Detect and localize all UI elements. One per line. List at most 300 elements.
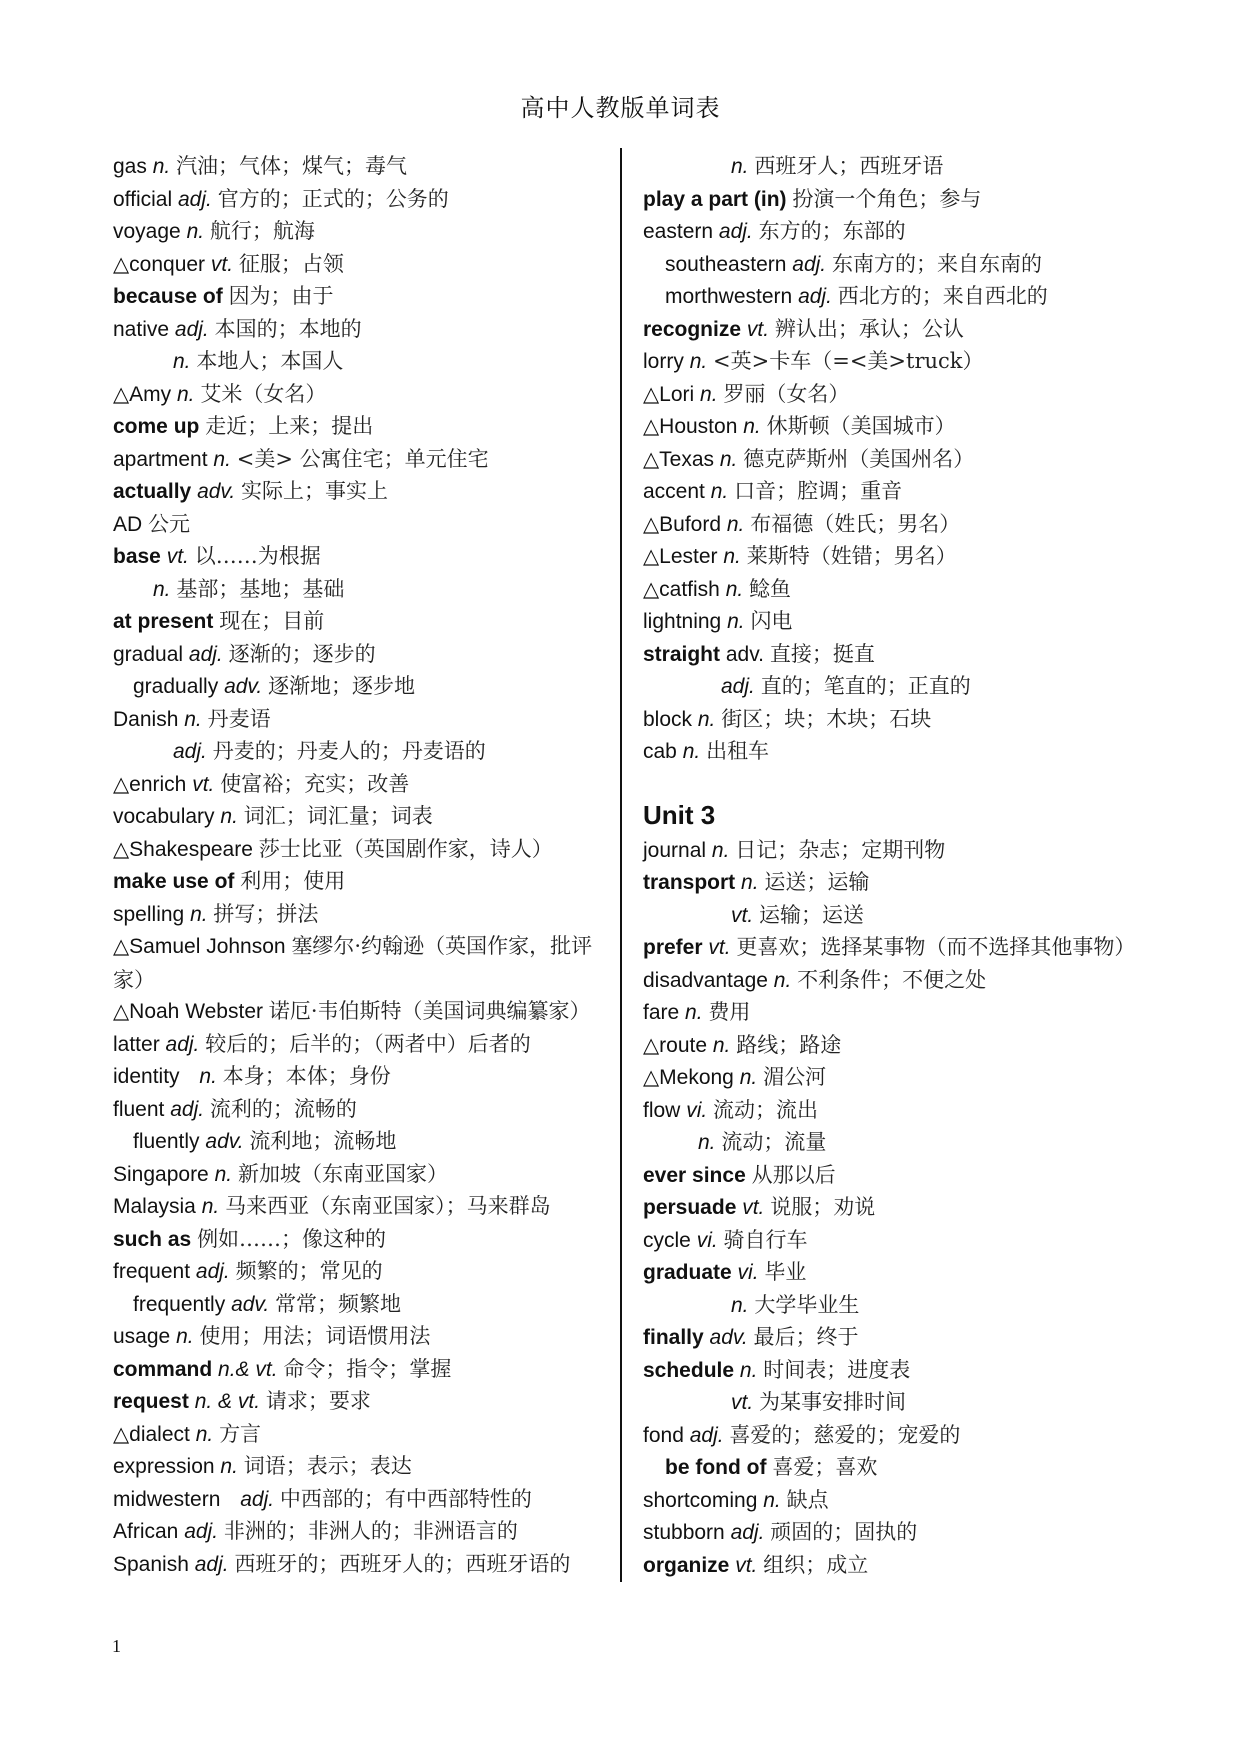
vocab-entry	[113, 313, 613, 346]
vocab-entry	[113, 508, 613, 541]
part-of-speech: n.	[190, 902, 208, 926]
entry-word: official	[113, 187, 173, 211]
entry-meaning: 走近；上来；提出	[205, 414, 374, 438]
entry-meaning: 说服；劝说	[770, 1195, 876, 1219]
entry-word: lorry	[643, 350, 684, 373]
vocab-entry	[643, 345, 1183, 378]
part-of-speech: n.	[697, 707, 716, 731]
entry-word: prefer	[643, 936, 703, 959]
vocab-entry	[113, 1125, 613, 1158]
entry-meaning: 大学毕业生	[754, 1292, 860, 1317]
part-of-speech: n.	[743, 415, 761, 438]
vocab-entry	[643, 508, 1183, 541]
vocab-entry	[113, 833, 613, 866]
entry-word: transport	[643, 871, 736, 894]
entry-word: Danish	[113, 707, 179, 731]
vocab-entry	[643, 1159, 1183, 1192]
entry-word: block	[643, 707, 693, 731]
entry-meaning: 扮演一个角色；参与	[792, 186, 982, 211]
vocab-entry	[643, 1029, 1183, 1062]
entry-meaning: 布福德（姓氏；男名）	[750, 511, 961, 536]
entry-meaning: <美> 公寓住宅；单元住宅	[236, 446, 489, 471]
part-of-speech: vi.	[686, 1098, 708, 1122]
entry-meaning: 本地人；本国人	[196, 349, 344, 373]
entry-word: expression	[113, 1455, 215, 1478]
entry-word: △Lori	[643, 382, 695, 406]
part-of-speech: vt.	[735, 1553, 758, 1577]
entry-meaning: 莎士比亚（英国剧作家，诗人）	[258, 836, 553, 861]
entry-word: Singapore	[113, 1162, 209, 1186]
entry-meaning: 街区；块；木块；石块	[721, 706, 932, 731]
entry-meaning: 塞缪尔·约翰逊（英国作家，批评家）	[113, 934, 593, 992]
vocab-entry	[643, 1451, 1183, 1484]
entry-meaning: 时间表；进度表	[763, 1357, 911, 1382]
entry-meaning: 直的；笔直的；正直的	[760, 674, 971, 698]
part-of-speech: n.	[710, 480, 729, 503]
entry-word: △Amy	[113, 382, 172, 406]
entry-word: accent	[643, 480, 705, 503]
entry-word: gas	[113, 155, 147, 178]
entry-word: morthwestern	[665, 285, 793, 308]
entry-meaning: 西班牙的；西班牙人的；西班牙语的	[234, 1551, 571, 1576]
entry-word: stubborn	[643, 1521, 725, 1544]
vocab-entry	[113, 1190, 613, 1223]
part-of-speech: n.	[727, 610, 745, 633]
part-of-speech: adj.	[173, 740, 207, 763]
entry-word: identity	[113, 1065, 180, 1088]
entry-word: fluently	[133, 1130, 200, 1153]
part-of-speech: n.	[201, 1195, 220, 1218]
entry-meaning: 逐渐的；逐步的	[228, 641, 376, 666]
vocab-entry	[643, 378, 1183, 411]
vocab-entry	[113, 410, 613, 443]
entry-meaning: 中西部的；有中西部特性的	[279, 1486, 532, 1511]
entry-meaning: 毕业	[764, 1260, 807, 1284]
vocab-entry	[643, 1419, 1183, 1452]
vocab-entry	[113, 1548, 613, 1581]
vocab-entry	[113, 898, 613, 931]
vocab-entry	[643, 670, 1183, 703]
part-of-speech: adj.	[188, 642, 223, 666]
part-of-speech: adj.	[721, 675, 755, 698]
entry-word: native	[113, 317, 170, 341]
entry-word: request	[113, 1390, 189, 1413]
unit-title: Unit 3	[643, 799, 716, 830]
entry-meaning: 西班牙人；西班牙语	[754, 154, 944, 178]
vocab-entry	[113, 540, 613, 573]
part-of-speech: n.	[726, 512, 745, 536]
vocab-entry	[113, 865, 613, 898]
part-of-speech: adj.	[718, 220, 753, 243]
entry-meaning: 使富裕；充实；改善	[220, 771, 410, 796]
part-of-speech: n.	[213, 447, 231, 471]
entry-word: African	[113, 1520, 179, 1543]
entry-word: Malaysia	[113, 1195, 196, 1218]
part-of-speech: n.	[173, 350, 191, 373]
vocab-entry	[643, 638, 1183, 671]
part-of-speech: n.	[682, 740, 701, 763]
entry-meaning: 航行；航海	[209, 219, 315, 243]
entry-meaning: 不利条件；不便之处	[797, 967, 987, 992]
part-of-speech: n.	[731, 1293, 749, 1317]
vocab-entry	[643, 1289, 1183, 1322]
entry-meaning: 官方的；正式的；公务的	[217, 186, 449, 211]
part-of-speech: n.	[741, 871, 759, 894]
vocab-entry	[643, 931, 1183, 964]
part-of-speech: vt.	[192, 772, 215, 796]
entry-meaning: 丹麦的；丹麦人的；丹麦语的	[212, 739, 486, 763]
vocab-entry	[643, 703, 1183, 736]
entry-meaning: 更喜欢；选择某事物（而不选择其他事物）	[736, 935, 1136, 959]
entry-word: cab	[643, 740, 677, 763]
part-of-speech: vi.	[737, 1261, 759, 1284]
entry-word: gradual	[113, 642, 184, 666]
entry-word: apartment	[113, 447, 208, 471]
entry-meaning: 闪电	[750, 609, 793, 633]
entry-word: △Buford	[643, 512, 722, 536]
entry-meaning: 艾米（女名）	[200, 381, 327, 406]
entry-word: flow	[643, 1098, 681, 1122]
part-of-speech: adj.	[170, 1097, 205, 1121]
part-of-speech: n.	[220, 805, 238, 828]
part-of-speech: adj.	[798, 285, 832, 308]
entry-meaning: 使用；用法；词语惯用法	[199, 1324, 431, 1348]
part-of-speech: n.	[220, 1455, 238, 1478]
entry-word: journal	[643, 838, 707, 862]
vocab-entry	[643, 540, 1183, 573]
part-of-speech: adj.	[689, 1423, 724, 1447]
entry-word: organize	[643, 1553, 730, 1577]
entry-meaning: 口音；腔调；重音	[734, 479, 903, 503]
part-of-speech: adv.	[205, 1130, 244, 1153]
vocab-entry	[113, 1223, 613, 1256]
entry-meaning: 因为；由于	[228, 284, 334, 308]
part-of-speech: vt.	[708, 936, 731, 959]
entry-word: frequent	[113, 1260, 191, 1283]
vocab-entry	[643, 964, 1183, 997]
vocab-entry	[643, 150, 1183, 183]
entry-meaning: 逐渐地；逐步地	[268, 674, 416, 698]
part-of-speech: adv.	[197, 480, 236, 503]
vocab-entry	[643, 1549, 1183, 1582]
entry-meaning: 路线；路途	[736, 1032, 842, 1057]
left-column	[113, 150, 613, 1580]
entry-word: southeastern	[665, 252, 787, 276]
entry-meaning: 常常；频繁地	[275, 1291, 402, 1316]
vocab-entry	[643, 996, 1183, 1029]
part-of-speech: n.	[739, 1358, 758, 1382]
entry-word: △Shakespeare	[113, 837, 253, 861]
entry-word: usage	[113, 1325, 171, 1348]
part-of-speech: n.	[723, 545, 741, 568]
entry-word: eastern	[643, 220, 714, 243]
part-of-speech: n.	[689, 350, 708, 373]
vocab-entry	[113, 1320, 613, 1353]
entry-meaning: 罗丽（女名）	[723, 381, 850, 406]
entry-meaning: 流利的；流畅的	[209, 1096, 357, 1121]
entry-meaning: 流动；流量	[721, 1130, 827, 1154]
entry-word: spelling	[113, 902, 185, 926]
part-of-speech: n.	[153, 577, 171, 601]
vocab-entry	[643, 248, 1183, 281]
vocab-entry	[643, 1354, 1183, 1387]
part-of-speech: vt.	[742, 1196, 765, 1219]
vocab-entry	[643, 1386, 1183, 1419]
entry-meaning: 本身；本体；身份	[222, 1064, 391, 1088]
entry-meaning: 命令；指令；掌握	[283, 1356, 452, 1381]
entry-meaning: 现在；目前	[219, 609, 325, 633]
entry-meaning: 费用	[708, 1000, 751, 1024]
entry-meaning: 汽油；气体；煤气；毒气	[176, 154, 408, 178]
vocab-entry	[643, 1224, 1183, 1257]
entry-word: ever since	[643, 1163, 746, 1187]
vocab-entry	[113, 930, 613, 995]
entry-word: straight	[643, 642, 721, 666]
part-of-speech: n.	[773, 968, 792, 992]
entry-meaning: 出租车	[706, 739, 770, 763]
part-of-speech: n.	[700, 382, 718, 406]
entry-word: schedule	[643, 1358, 735, 1382]
part-of-speech: adv.	[224, 675, 263, 698]
entry-meaning: 喜爱的；慈爱的；宠爱的	[729, 1422, 961, 1447]
entry-meaning: 直接；挺直	[769, 641, 875, 666]
vocab-entry	[643, 834, 1183, 867]
part-of-speech: n.	[763, 1488, 781, 1512]
vocab-entry	[113, 573, 613, 606]
entry-meaning: 方言	[219, 1421, 262, 1446]
part-of-speech: n.	[186, 220, 205, 243]
entry-meaning: <英>卡车（=<美>truck）	[713, 349, 984, 373]
part-of-speech: adj.	[184, 1520, 219, 1543]
part-of-speech: n.	[176, 1325, 194, 1348]
vocab-entry	[113, 995, 613, 1028]
entry-meaning: 利用；使用	[240, 869, 346, 893]
entry-meaning: 拼写；拼法	[213, 901, 319, 926]
part-of-speech: adj.	[195, 1260, 230, 1283]
vocab-entry	[113, 638, 613, 671]
entry-word: △route	[643, 1033, 708, 1057]
entry-word: disadvantage	[643, 968, 768, 992]
part-of-speech: vt.	[731, 1391, 754, 1414]
vocab-entry	[643, 1256, 1183, 1289]
entry-meaning: 马来西亚（东南亚国家）；马来群岛	[225, 1194, 551, 1218]
entry-meaning: 实际上；事实上	[241, 479, 389, 503]
vocab-entry	[113, 768, 613, 801]
part-of-speech: adj.	[792, 252, 827, 276]
vocab-entry	[113, 1515, 613, 1548]
entry-word: cycle	[643, 1228, 691, 1252]
entry-word: graduate	[643, 1261, 732, 1284]
entry-meaning: 以……为根据	[194, 544, 321, 568]
vocab-entry	[113, 1418, 613, 1451]
entry-meaning: 西北方的；来自西北的	[837, 284, 1048, 308]
part-of-speech: n.	[199, 1065, 217, 1088]
vocab-entry	[643, 735, 1183, 768]
entry-word: shortcoming	[643, 1488, 758, 1512]
part-of-speech: n.	[195, 1422, 214, 1446]
entry-meaning: 诺厄·韦伯斯特（美国词典编纂家）	[268, 999, 591, 1023]
vocab-entry	[113, 345, 613, 378]
entry-word: △Lester	[643, 545, 718, 568]
entry-word: such as	[113, 1227, 192, 1251]
vocab-entry	[113, 800, 613, 833]
entry-word: fond	[643, 1423, 684, 1447]
entry-meaning: 东方的；东部的	[758, 219, 906, 243]
entry-meaning: 流利地；流畅地	[249, 1129, 397, 1153]
part-of-speech: n.	[725, 577, 744, 601]
vocab-entry	[643, 1094, 1183, 1127]
entry-word: fluent	[113, 1097, 165, 1121]
part-of-speech: adj.	[194, 1552, 229, 1576]
vocab-entry	[643, 605, 1183, 638]
entry-meaning: 流动；流出	[713, 1097, 819, 1122]
entry-meaning: 湄公河	[763, 1065, 827, 1089]
entry-meaning: 基部；基地；基础	[176, 576, 345, 601]
vocab-entry	[643, 410, 1183, 443]
part-of-speech: n.	[698, 1131, 716, 1154]
vocab-entry	[113, 378, 613, 411]
vocab-entry	[113, 1028, 613, 1061]
part-of-speech: n.	[152, 155, 171, 178]
entry-meaning: 运输；运送	[759, 902, 865, 927]
entry-meaning: 例如……；像这种的	[197, 1226, 387, 1251]
entry-word: base	[113, 545, 161, 568]
part-of-speech: n.	[711, 838, 730, 862]
entry-meaning: 最后；终于	[753, 1325, 859, 1349]
vocab-entry	[643, 1321, 1183, 1354]
part-of-speech: n.	[177, 382, 195, 406]
entry-meaning: 请求；要求	[265, 1389, 371, 1413]
entry-meaning: 为某事安排时间	[759, 1390, 907, 1414]
entry-meaning: 莱斯特（姓错；男名）	[746, 544, 957, 568]
section-heading	[643, 768, 1183, 834]
vocab-entry	[643, 1191, 1183, 1224]
vocab-entry	[643, 1126, 1183, 1159]
entry-word: at present	[113, 610, 214, 633]
page-title: 高中人教版单词表	[520, 95, 721, 122]
entry-meaning: 非洲的；非洲人的；非洲语言的	[223, 1519, 518, 1543]
part-of-speech: n.& vt.	[218, 1357, 278, 1381]
entry-meaning: 从那以后	[751, 1162, 836, 1187]
part-of-speech: n.	[712, 1033, 731, 1057]
vocab-entry	[643, 475, 1183, 508]
vocab-entry	[643, 573, 1183, 606]
entry-word: midwestern	[113, 1487, 221, 1511]
entry-word: be fond of	[665, 1456, 767, 1479]
part-of-speech: n. & vt.	[194, 1390, 261, 1413]
entry-word: △conquer	[113, 252, 206, 276]
vocab-entry	[113, 248, 613, 281]
part-of-speech: adv.	[231, 1292, 270, 1316]
entry-meaning: 新加坡（东南亚国家）	[237, 1161, 448, 1186]
vocab-entry	[113, 1288, 613, 1321]
entry-meaning: 较后的；后半的；（两者中）后者的	[205, 1031, 531, 1056]
part-of-speech: vi.	[696, 1228, 718, 1252]
part-of-speech: adj.	[178, 187, 212, 211]
entry-meaning: 组织；成立	[763, 1552, 869, 1577]
vocab-entry	[113, 605, 613, 638]
entry-word: fare	[643, 1001, 680, 1024]
part-of-speech: vt.	[210, 252, 234, 276]
entry-word: persuade	[643, 1196, 737, 1219]
vocab-entry	[113, 1093, 613, 1126]
vocab-entry	[643, 899, 1183, 932]
vocab-entry	[643, 215, 1183, 248]
entry-meaning: 丹麦语	[207, 706, 271, 731]
entry-word: △Samuel Johnson	[113, 935, 286, 958]
entry-word: △Noah Webster	[113, 1000, 263, 1023]
vocab-entry	[643, 866, 1183, 899]
vocab-entry	[113, 475, 613, 508]
vocab-entry	[113, 735, 613, 768]
vocab-entry	[113, 280, 613, 313]
entry-word: △Houston	[643, 415, 738, 438]
right-column	[643, 150, 1183, 1581]
entry-word: △catfish	[643, 577, 720, 601]
entry-word: voyage	[113, 220, 181, 243]
column-divider	[620, 148, 622, 1582]
vocab-entry	[113, 1060, 613, 1093]
part-of-speech: adv.	[709, 1326, 748, 1349]
part-of-speech: vt.	[731, 903, 754, 927]
vocab-entry	[643, 1516, 1183, 1549]
entry-word: △dialect	[113, 1422, 190, 1446]
entry-word: vocabulary	[113, 805, 215, 828]
entry-word: come up	[113, 415, 200, 438]
vocab-entry	[113, 1353, 613, 1386]
part-of-speech: vt.	[746, 317, 770, 341]
vocab-entry	[113, 703, 613, 736]
entry-word: △Texas	[643, 447, 715, 471]
entry-meaning: 辨认出；承认；公认	[774, 316, 964, 341]
part-of-speech: vt.	[166, 545, 189, 568]
entry-meaning: 运送；运输	[764, 870, 870, 894]
page-number: 1	[112, 1636, 121, 1656]
entry-word: finally	[643, 1326, 704, 1349]
vocab-entry	[113, 1483, 613, 1516]
vocab-entry	[113, 670, 613, 703]
entry-word: latter	[113, 1032, 160, 1056]
entry-word: recognize	[643, 317, 742, 341]
part-of-speech: n.	[739, 1066, 758, 1089]
part-of-speech: n.	[731, 155, 749, 178]
entry-word: Spanish	[113, 1552, 189, 1576]
part-of-speech: n.	[184, 707, 202, 731]
vocab-entry	[113, 1385, 613, 1418]
vocab-entry	[113, 183, 613, 216]
entry-word: △Mekong	[643, 1066, 734, 1089]
part-of-speech: adj.	[174, 317, 209, 341]
entry-meaning: 征服；占领	[238, 251, 344, 276]
vocab-entry	[113, 1450, 613, 1483]
entry-word: play a part (in)	[643, 187, 787, 211]
entry-meaning: 骑自行车	[723, 1227, 808, 1252]
vocab-entry	[643, 183, 1183, 216]
vocab-entry	[113, 215, 613, 248]
vocab-entry	[643, 1484, 1183, 1517]
vocab-entry	[643, 313, 1183, 346]
entry-meaning: 词汇；词汇量；词表	[243, 804, 433, 828]
entry-meaning: 顽固的；固执的	[770, 1520, 918, 1544]
entry-meaning: 鲶鱼	[749, 576, 792, 601]
entry-word: command	[113, 1357, 213, 1381]
entry-meaning: 词语；表示；表达	[243, 1454, 412, 1478]
part-of-speech: adv.	[725, 642, 764, 666]
entry-meaning: 休斯顿（美国城市）	[766, 414, 956, 438]
entry-meaning: 日记；杂志；定期刊物	[735, 837, 946, 862]
entry-meaning: 频繁的；常见的	[235, 1259, 383, 1283]
vocab-entry	[643, 443, 1183, 476]
